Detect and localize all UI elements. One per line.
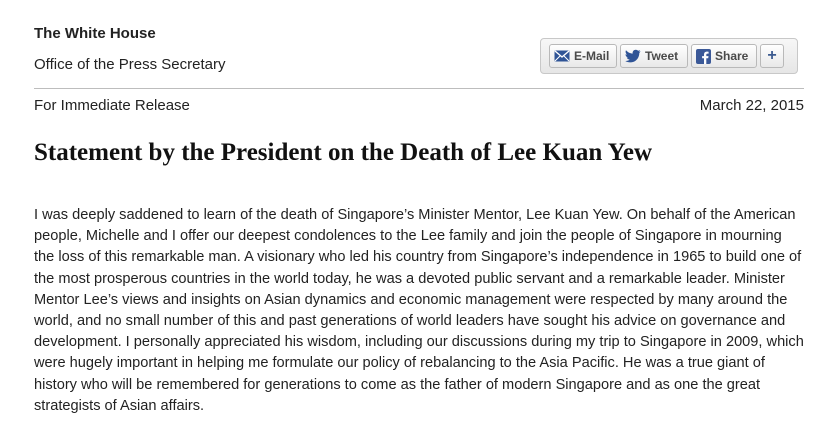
tweet-button-label: Tweet [645, 49, 679, 63]
email-button[interactable] [549, 44, 617, 68]
page-title: Statement by the President on the Death of Lee Kuan Yew [34, 139, 653, 166]
page-header [34, 24, 225, 75]
share-button-label: Share [715, 49, 749, 63]
office-name: Office of the Press Secretary [34, 56, 226, 73]
twitter-bird-icon [625, 49, 641, 63]
org-name: The White House [34, 25, 156, 42]
email-button-label: E-Mail [574, 49, 610, 63]
facebook-icon [696, 49, 711, 64]
share-toolbar [540, 38, 798, 74]
header-divider [34, 88, 804, 89]
plus-icon: + [767, 47, 777, 64]
statement-body: I was deeply saddened to learn of the death of Singapore’s Minister Mentor, Lee Kuan Yew. On behalf of the American people, Michelle and I offer our deepest condolences to the Lee family and join the people of Singapore in mourning the loss of this remarkable man. A visionary who led his country from Singapore’s independence in 1965 to build one of the most prosperous countries in the world today, he was a devoted public servant and a remarkable leader. Minister Mentor Lee’s views and insights on Asian dynamics and economic management were respected by many around the world, and no small number of this and past generations of world leaders have sought his advice on governance and development. I personally appreciated his wisdom, including our discussions during my trip to Singapore in 2009, which were hugely important in helping me formulate our policy of rebalancing to the Asia Pacific. He was a true giant of history who will be remembered for generations to come as the father of modern Singapore and as one the great strategists of Asian affairs. [34, 207, 804, 414]
facebook-share-button[interactable] [691, 44, 757, 68]
more-sharing-button[interactable] [760, 44, 784, 68]
release-date: March 22, 2015 [699, 97, 804, 114]
tweet-button[interactable] [620, 44, 688, 68]
release-label: For Immediate Release [34, 97, 190, 114]
envelope-icon [554, 50, 570, 62]
